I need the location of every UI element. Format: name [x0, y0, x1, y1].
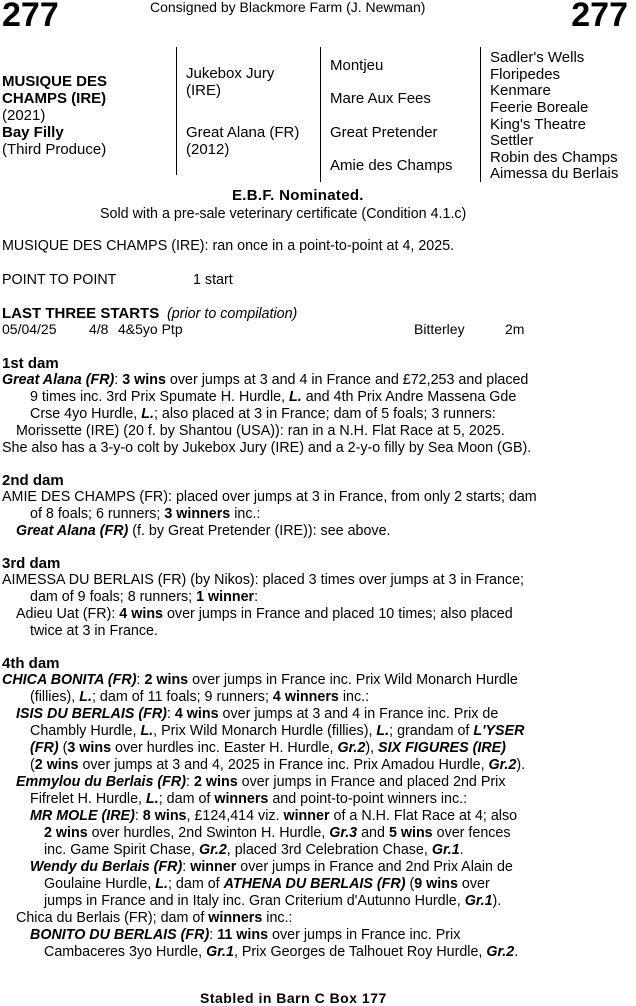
- start-course: Bitterley: [414, 321, 465, 337]
- pedigree-gen4-4: Feerie Boreale: [490, 99, 589, 116]
- first-dam-line1: Great Alana (FR): 3 wins over jumps at 3 and 4 in France and £72,253 and placed: [2, 372, 529, 388]
- pedigree-divider-3: [480, 47, 481, 182]
- first-dam-heading: 1st dam: [2, 355, 59, 372]
- wendy-line2: Goulaine Hurdle, L.; dam of ATHENA DU BERLAIS (FR) (9 wins over: [44, 876, 490, 892]
- second-dam-heading: 2nd dam: [2, 472, 64, 489]
- first-dam-line2: 9 times inc. 3rd Prix Spumate H. Hurdle, L. and 4th Prix Andre Massena Gde: [30, 389, 517, 405]
- pedigree-dam: Great Alana (FR): [186, 124, 300, 141]
- emmylou-line1: Emmylou du Berlais (FR): 2 wins over jumps in France and placed 2nd Prix: [16, 774, 506, 790]
- second-dam-line1: AMIE DES CHAMPS (FR): placed over jumps at 3 in France, from only 2 starts; dam: [2, 489, 537, 505]
- mr-mole-line1: MR MOLE (IRE): 8 wins, £124,414 viz. winner of a N.H. Flat Race at 4; also: [30, 808, 518, 824]
- ebf-nominated: E.B.F. Nominated.: [232, 187, 364, 204]
- mr-mole-line3: inc. Game Spirit Chase, Gr.2, placed 3rd Celebration Chase, Gr.1.: [44, 842, 464, 858]
- fourth-dam-heading: 4th dam: [2, 655, 60, 672]
- pedigree-gen3-1: Montjeu: [330, 57, 384, 74]
- third-dam-line4: twice at 3 in France.: [30, 623, 158, 639]
- chica-bonita-line1: CHICA BONITA (FR): 2 wins over jumps in France inc. Prix Wild Monarch Hurdle: [2, 672, 518, 688]
- lot-number-left: 277: [2, 0, 59, 34]
- bonito-line2: Cambaceres 3yo Hurdle, Gr.1, Prix Georges de Talhouet Roy Hurdle, Gr.2.: [44, 944, 519, 960]
- pedigree-gen3-3: Great Pretender: [330, 124, 438, 141]
- start-position: 4/8: [89, 321, 109, 337]
- bonito-line1: BONITO DU BERLAIS (FR): 11 wins over jumps in France inc. Prix: [30, 927, 461, 943]
- pedigree-gen4-7: Robin des Champs: [490, 149, 618, 166]
- pedigree-gen4-1: Sadler's Wells: [490, 49, 585, 66]
- stabled-footer: Stabled in Barn C Box 177: [200, 990, 387, 1006]
- ptp-value: 1 start: [193, 272, 233, 288]
- pedigree-sire-country: (IRE): [186, 82, 221, 99]
- race-summary: MUSIQUE DES CHAMPS (IRE): ran once in a point-to-point at 4, 2025.: [2, 238, 455, 254]
- pedigree-gen4-3: Kenmare: [490, 82, 551, 99]
- pedigree-gen4-2: Floripedes: [490, 66, 561, 83]
- third-dam-line3: Adieu Uat (FR): 4 wins over jumps in France and placed 10 times; also placed: [16, 606, 513, 622]
- second-dam-line3: Great Alana (FR) (f. by Great Pretender (IRE)): see above.: [16, 523, 391, 539]
- lot-number-right: 277: [571, 0, 628, 34]
- mr-mole-line2: 2 wins over hurdles, 2nd Swinton H. Hurdle, Gr.3 and 5 wins over fences: [44, 825, 511, 841]
- isis-line1: ISIS DU BERLAIS (FR): 4 wins over jumps at 3 and 4 in France inc. Prix de: [16, 706, 499, 722]
- ptp-label: POINT TO POINT: [2, 272, 117, 288]
- isis-line3: (FR) (3 wins over hurdles inc. Easter H. Hurdle, Gr.2), SIX FIGURES (IRE): [30, 740, 506, 756]
- wendy-line1: Wendy du Berlais (FR): winner over jumps in France and 2nd Prix Alain de: [30, 859, 513, 875]
- last-three-heading: [2, 305, 297, 322]
- first-dam-runner: Morissette (IRE) (20 f. by Shantou (USA)): ran in a N.H. Flat Race at 5, 2025.: [16, 423, 505, 439]
- horse-produce: (Third Produce): [2, 141, 107, 158]
- horse-name-line1: MUSIQUE DES: [2, 73, 108, 90]
- pedigree-gen4-5: King's Theatre: [490, 116, 586, 133]
- last-three-title: LAST THREE STARTS: [2, 305, 160, 322]
- first-dam-line3: Crse 4yo Hurdle, L.; also placed at 3 in France; dam of 5 foals; 3 runners:: [30, 406, 496, 422]
- consignor: Consigned by Blackmore Farm (J. Newman): [150, 0, 426, 15]
- horse-year: (2021): [2, 107, 46, 124]
- second-dam-line2: of 8 foals; 6 runners; 3 winners inc.:: [30, 506, 261, 522]
- pedigree-gen3-2: Mare Aux Fees: [330, 90, 431, 107]
- isis-line4: (2 wins over jumps at 3 and 4, 2025 in France inc. Prix Amadou Hurdle, Gr.2).: [30, 757, 526, 773]
- pedigree-gen3-4: Amie des Champs: [330, 157, 453, 174]
- last-three-note: (prior to compilation): [167, 306, 298, 322]
- pedigree-dam-year: (2012): [186, 141, 230, 158]
- pedigree-gen4-6: Settler: [490, 132, 534, 149]
- pedigree-divider-2: [320, 47, 321, 182]
- third-dam-line1: AIMESSA DU BERLAIS (FR) (by Nikos): placed 3 times over jumps at 3 in France;: [2, 572, 525, 588]
- wendy-line3: jumps in France and in Italy inc. Gran Criterium d'Autunno Hurdle, Gr.1).: [44, 893, 502, 909]
- vet-certificate: Sold with a pre-sale veterinary certificate (Condition 4.1.c): [100, 206, 467, 222]
- emmylou-line2: Fifrelet H. Hurdle, L.; dam of winners and point-to-point winners inc.:: [30, 791, 468, 807]
- first-dam-note: She also has a 3-y-o colt by Jukebox Jury (IRE) and a 2-y-o filly by Sea Moon (GB).: [2, 440, 532, 456]
- chica-du-berlais-line: Chica du Berlais (FR); dam of winners inc.:: [16, 910, 293, 926]
- chica-bonita-line2: (fillies), L.; dam of 11 foals; 9 runners; 4 winners inc.:: [30, 689, 370, 705]
- pedigree-gen4-8: Aimessa du Berlais: [490, 165, 619, 182]
- pedigree-sire: Jukebox Jury: [186, 65, 275, 82]
- start-distance: 2m: [505, 321, 525, 337]
- pedigree-divider-1: [176, 47, 177, 175]
- horse-name-line2: CHAMPS (IRE): [2, 90, 107, 107]
- horse-sex: Bay Filly: [2, 124, 64, 141]
- start-race: 4&5yo Ptp: [118, 321, 183, 337]
- third-dam-line2: dam of 9 foals; 8 runners; 1 winner:: [30, 589, 259, 605]
- isis-line2: Chambly Hurdle, L., Prix Wild Monarch Hurdle (fillies), L.; grandam of L'YSER: [30, 723, 525, 739]
- third-dam-heading: 3rd dam: [2, 555, 61, 572]
- start-date: 05/04/25: [2, 321, 57, 337]
